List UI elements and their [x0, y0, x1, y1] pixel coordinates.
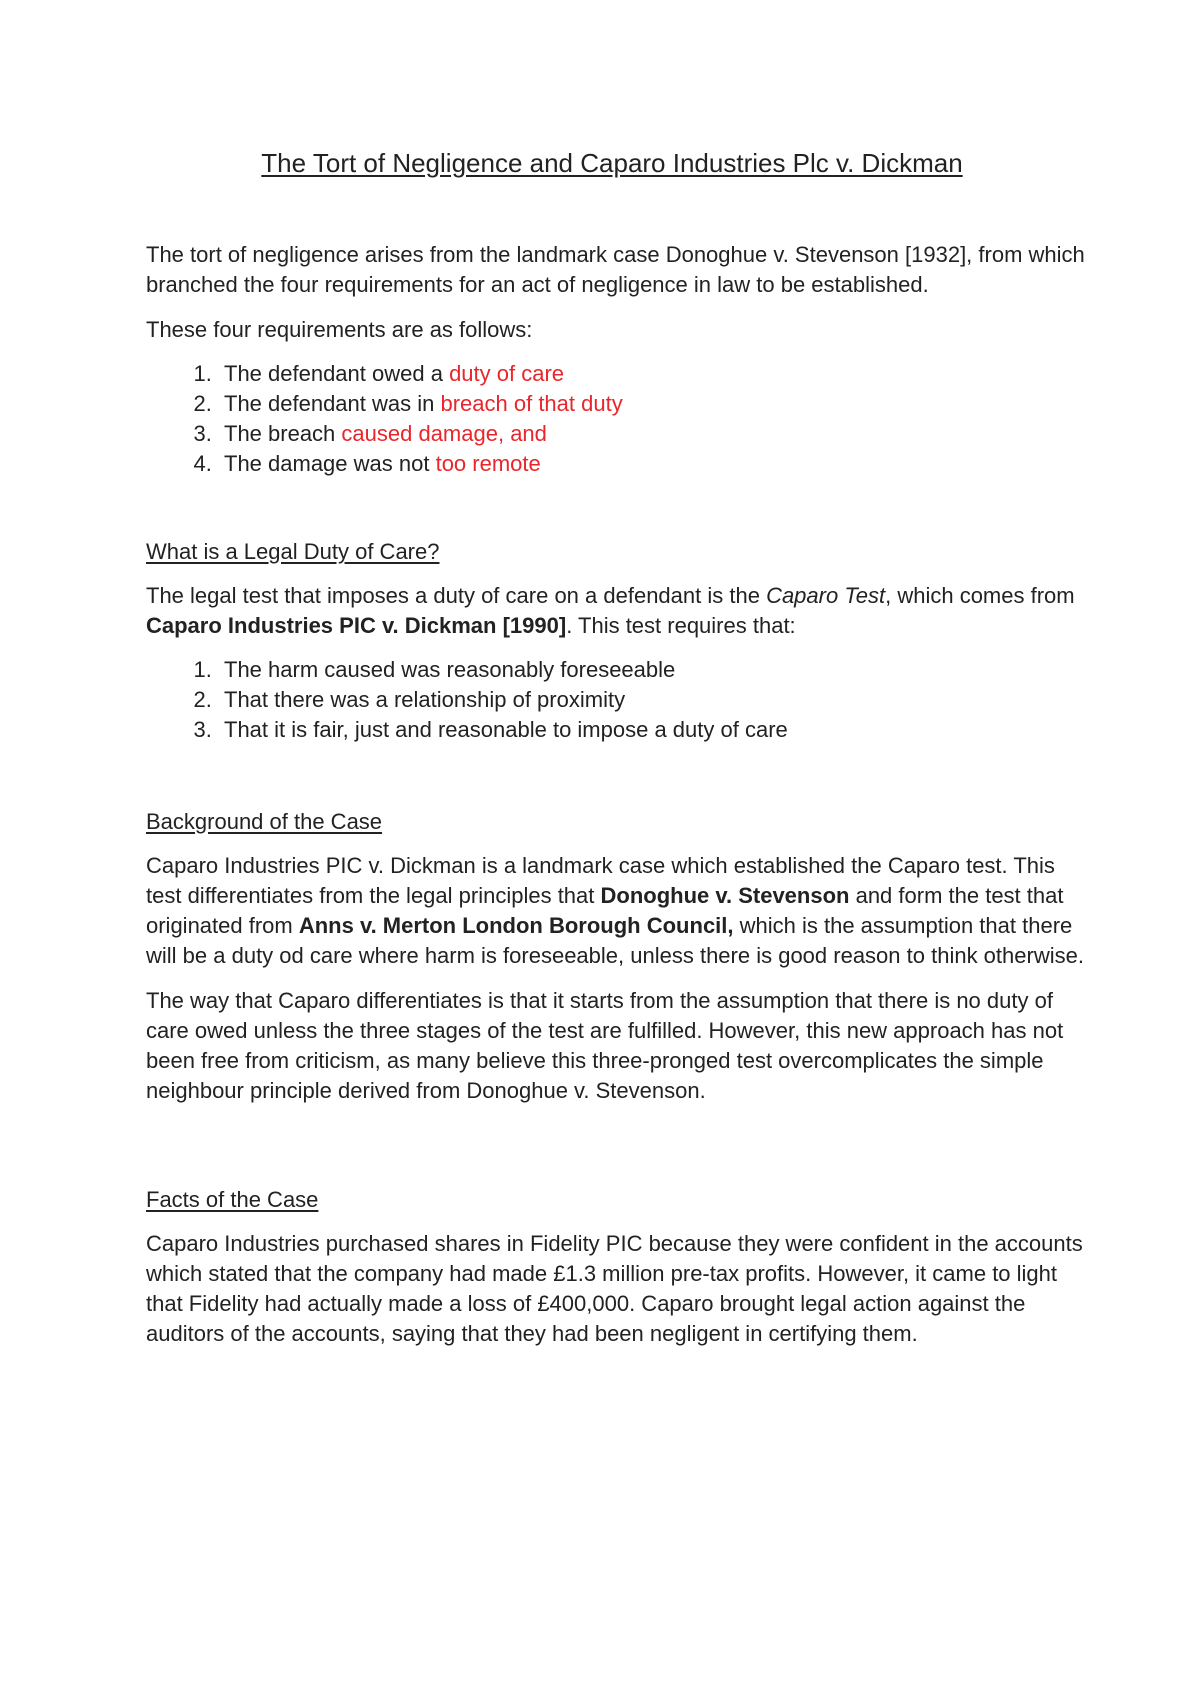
spacer: [146, 479, 1086, 537]
case-citation: Donoghue v. Stevenson: [600, 883, 850, 908]
case-citation: Anns v. Merton London Borough Council,: [298, 913, 734, 938]
highlight-text: duty of care: [449, 361, 565, 386]
caparo-tests-list: [146, 655, 1086, 745]
facts-paragraph: Caparo Industries purchased shares in Fidelity PIC because they were confident in the accounts which stated that the company had made £1.3 million pre-tax profits. However, it came to light that Fidelity had actually made a loss of £400,000. Caparo brought legal action against the auditors of the accounts, saying that they had been negligent in certifying them.: [146, 1231, 1083, 1346]
highlight-text: too remote: [435, 451, 541, 476]
list-item: 1. The harm caused was reasonably foreseeable: [218, 655, 1086, 685]
intro-paragraph: The tort of negligence arises from the landmark case Donoghue v. Stevenson [1932], from which branched the four requirements for an act of negligence in law to be established.: [146, 242, 1085, 297]
document-body: [146, 148, 1086, 1364]
background-paragraph-1: Caparo Industries PIC v. Dickman is a landmark case which established the Caparo test. This test differentiates from the legal principles that Donoghue v. Stevenson and form the test that originated from Anns v. Merton London Borough Council, which is the assumption that there will be a duty od care where harm is foreseeable, unless there is good reason to think otherwise.: [146, 853, 1084, 968]
case-citation: Caparo Industries PIC v. Dickman [1990]: [146, 613, 567, 638]
list-item: 3. That it is fair, just and reasonable to impose a duty of care: [218, 715, 1086, 745]
list-item: 4. The damage was not too remote: [218, 449, 1086, 479]
caparo-test-term: Caparo Test: [766, 583, 886, 608]
duty-paragraph: The legal test that imposes a duty of care on a defendant is the Caparo Test, which comes from Caparo Industries PIC v. Dickman [1990]. This test requires that:: [146, 583, 1075, 638]
background-heading: Background of the Case: [146, 809, 383, 834]
facts-heading: Facts of the Case: [146, 1187, 319, 1212]
requirements-list: [146, 359, 1086, 479]
highlight-text: breach of that duty: [440, 391, 623, 416]
spacer: [146, 1121, 1086, 1185]
highlight-text: caused damage, and: [341, 421, 547, 446]
document-title: The Tort of Negligence and Caparo Industries Plc v. Dickman: [261, 148, 963, 178]
background-paragraph-2: The way that Caparo differentiates is that it starts from the assumption that there is no duty of care owed unless the three stages of the test are fulfilled. However, this new approach has not been free from criticism, as many believe this three-pronged test overcomplicates the simple neighbour principle derived from Donoghue v. Stevenson.: [146, 988, 1064, 1103]
list-item: 2. That there was a relationship of proximity: [218, 685, 1086, 715]
duty-heading: What is a Legal Duty of Care?: [146, 539, 440, 564]
list-item: 2. The defendant was in breach of that duty: [218, 389, 1086, 419]
list-item: 3. The breach caused damage, and: [218, 419, 1086, 449]
intro-lead: These four requirements are as follows:: [146, 317, 533, 342]
list-item: 1. The defendant owed a duty of care: [218, 359, 1086, 389]
spacer: [146, 745, 1086, 807]
